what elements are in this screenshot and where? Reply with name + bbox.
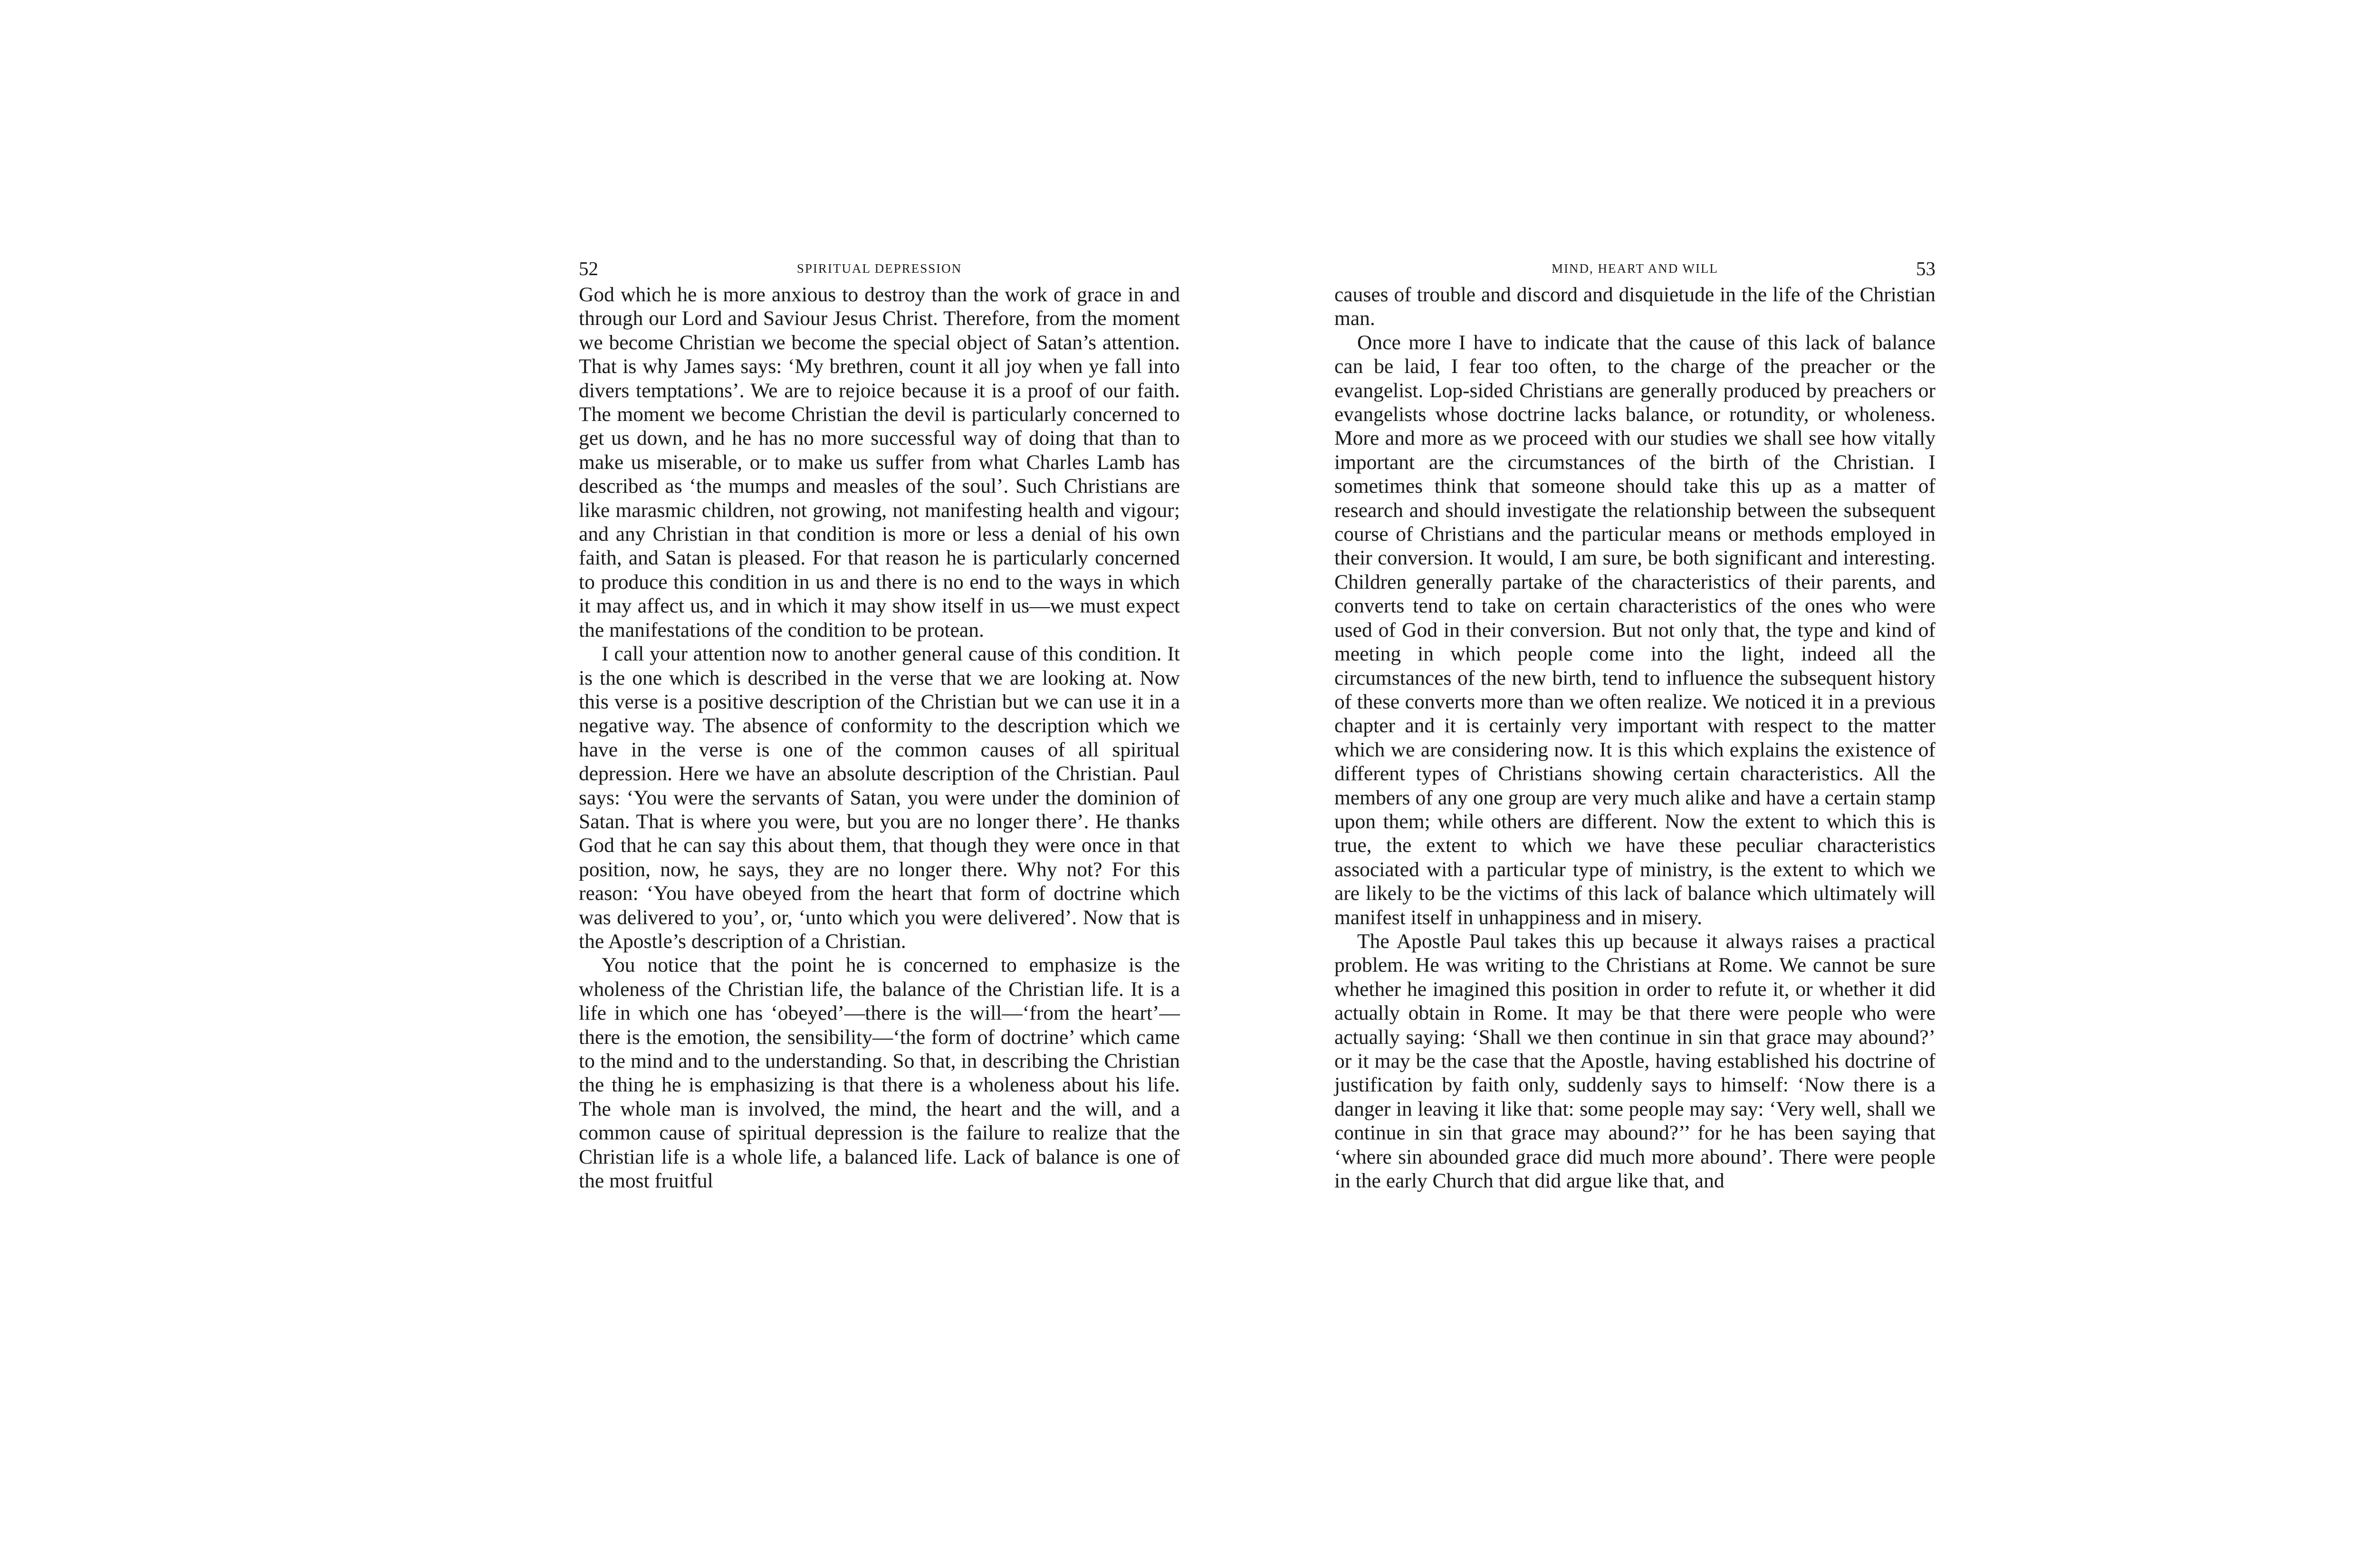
paragraph: God which he is more anxious to destroy than the work of grace in and through our Lord and Saviour Jesus Christ. Therefore, from the moment we become Christian we become the special object of Satan’s attention. That is why James says: ‘My brethren, count it all joy when ye fall into divers temptations’. We are to rejoice because it is a proof of our faith. The moment we become Christian the devil is particularly concerned to get us down, and he has no more successful way of doing that than to make us miserable, or to make us suffer from what Charles Lamb has described as ‘the mumps and measles of the soul’. Such Christians are like marasmic children, not growing, not manifesting health and vigour; and any Christian in that condition is more or less a denial of his own faith, and Satan is pleased. For that reason he is particularly concerned to produce this condition in us and there is no end to the ways in which it may affect us, and in which it may show itself in us—we must expect the manifestations of the condition to be protean. [579, 283, 1180, 641]
page-number: 52 [579, 258, 598, 279]
running-head [579, 254, 1180, 283]
body-text [1334, 283, 1935, 1193]
paragraph: causes of trouble and discord and disquietude in the life of the Christian man. [1334, 283, 1935, 330]
page-number: 53 [1916, 258, 1935, 279]
running-title: MIND, HEART AND WILL [1552, 261, 1718, 276]
right-page [1334, 254, 1935, 1193]
body-text [579, 283, 1180, 1193]
paragraph: You notice that the point he is concerned to emphasize is the wholeness of the Christian life, the balance of the Christian life. It is a life in which one has ‘obeyed’—there is the will—‘from the heart’—there is the emotion, the sensibility—‘the form of doctrine’ which came to the mind and to the understanding. So that, in describing the Christian the thing he is emphasizing is that there is a wholeness about his life. The whole man is involved, the mind, the heart and the will, and a common cause of spiritual depression is the failure to realize that the Christian life is a whole life, a balanced life. Lack of balance is one of the most fruitful [579, 954, 1180, 1193]
running-head [1334, 254, 1935, 283]
running-title: SPIRITUAL DEPRESSION [796, 261, 962, 276]
paragraph: Once more I have to indicate that the cause of this lack of balance can be laid, I fear too often, to the charge of the preacher or the evangelist. Lop-sided Christians are generally produced by preachers or evangelists whose doctrine lacks balance, or rotundity, or wholeness. More and more as we proceed with our studies we shall see how vitally important are the circumstances of the birth of the Christian. I sometimes think that someone should take this up as a matter of research and should investigate the relationship between the subsequent course of Christians and the particular means or methods employed in their conversion. It would, I am sure, be both significant and interesting. Children generally partake of the characteristics of their parents, and converts tend to take on certain characteristics of the ones who were used of God in their conversion. But not only that, the type and kind of meeting in which people come into the light, indeed all the circumstances of the new birth, tend to influence the subsequent history of these converts more than we often realize. We noticed it in a previous chapter and it is certainly very important with respect to the matter which we are considering now. It is this which explains the existence of different types of Christians showing certain characteristics. All the members of any one group are very much alike and have a certain stamp upon them; while others are different. Now the extent to which this is true, the extent to which we have these peculiar characteristics associated with a particular type of ministry, is the extent to which we are likely to be the victims of this lack of balance which ultimately will manifest itself in unhappiness and in misery. [1334, 331, 1935, 929]
paragraph: The Apostle Paul takes this up because it always raises a practical problem. He was writing to the Christians at Rome. We cannot be sure whether he imagined this position in order to refute it, or whether it did actually obtain in Rome. It may be that there were people who were actually saying: ‘Shall we then continue in sin that grace may abound?’ or it may be the case that the Apostle, having established his doctrine of justification by faith only, suddenly says to himself: ‘Now there is a danger in leaving it like that: some people may say: ‘Very well, shall we continue in sin that grace may abound?’’ for he has been saying that ‘where sin abounded grace did much more abound’. There were people in the early Church that did argue like that, and [1334, 929, 1935, 1193]
left-page [579, 254, 1180, 1193]
paragraph: I call your attention now to another general cause of this condition. It is the one which is described in the verse that we are looking at. Now this verse is a positive description of the Christian but we can use it in a negative way. The absence of conformity to the description which we have in the verse is one of the common causes of all spiritual depression. Here we have an absolute description of the Christian. Paul says: ‘You were the servants of Satan, you were under the dominion of Satan. That is where you were, but you are no longer there’. He thanks God that he can say this about them, that though they were once in that position, now, he says, they are no longer there. Why not? For this reason: ‘You have obeyed from the heart that form of doctrine which was delivered to you’, or, ‘unto which you were delivered’. Now that is the Apostle’s description of a Christian. [579, 642, 1180, 953]
